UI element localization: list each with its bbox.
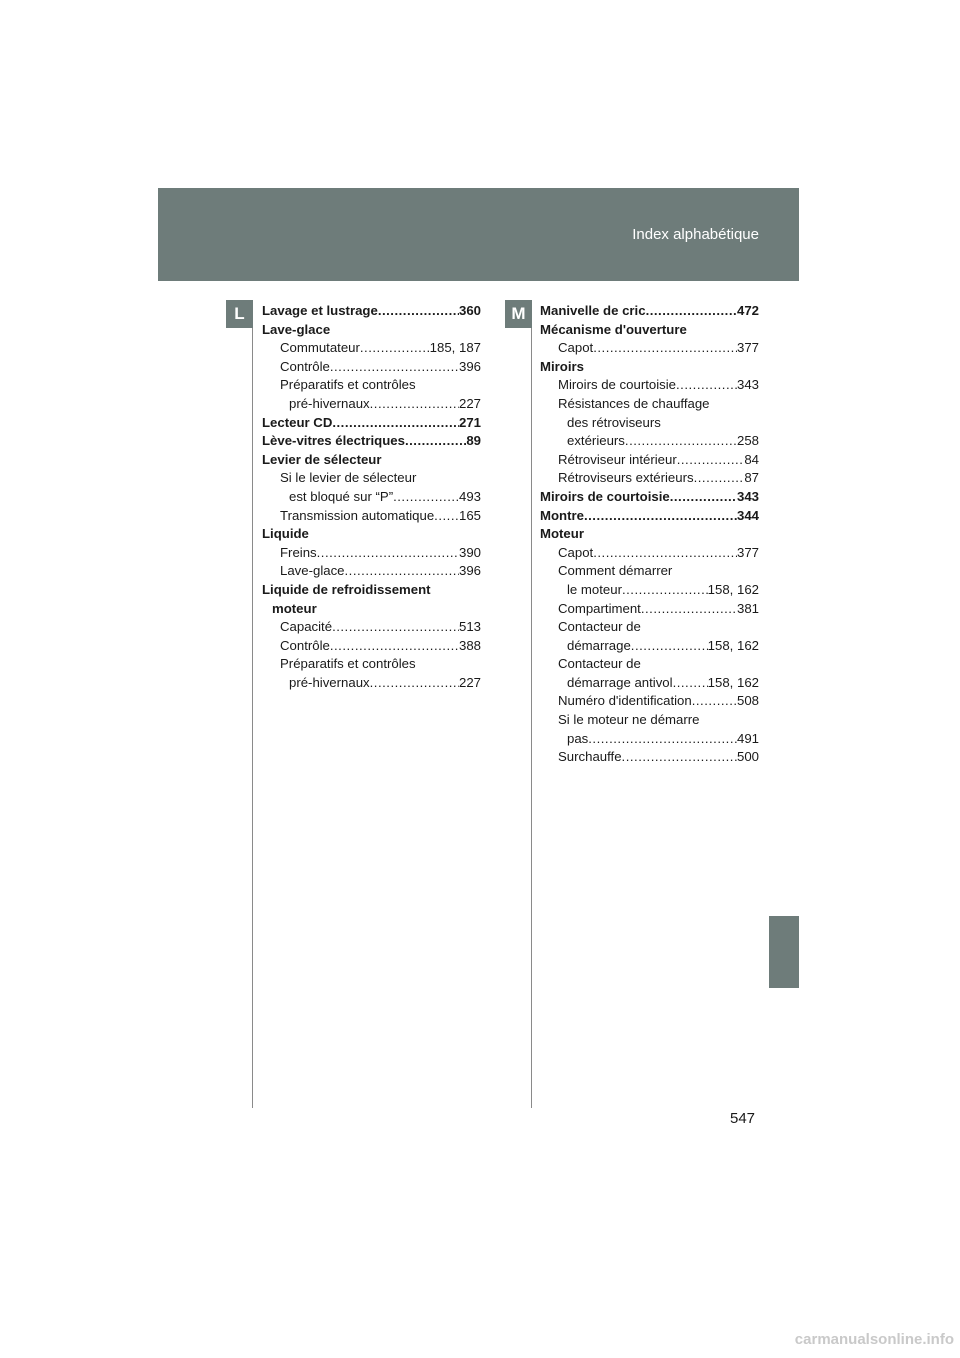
- dot-leader: [593, 340, 737, 355]
- index-entry: [262, 526, 481, 545]
- page-number: 547: [730, 1110, 756, 1127]
- index-entry: [262, 563, 481, 582]
- index-entry: [262, 322, 481, 341]
- index-entry-label: Contacteur de: [558, 619, 641, 635]
- index-entry: [262, 433, 481, 452]
- index-entry: [540, 675, 759, 694]
- dot-leader: [588, 731, 737, 746]
- index-entry-label: Manivelle de cric: [540, 303, 646, 318]
- index-entry-page: 491: [736, 730, 759, 746]
- index-entry: [540, 656, 759, 675]
- index-entry-page: 508: [736, 693, 759, 709]
- index-entry: [540, 545, 759, 564]
- dot-leader: [641, 601, 737, 616]
- index-entry-page: 227: [458, 395, 481, 411]
- index-entry-label: Montre: [540, 507, 584, 523]
- index-entry-page: 227: [458, 674, 481, 690]
- dot-leader: [646, 303, 737, 318]
- dot-leader: [673, 675, 708, 690]
- index-entry: [262, 601, 481, 620]
- index-entry-page: 472: [736, 303, 759, 318]
- index-entry: [540, 526, 759, 545]
- index-entry-page: 89: [466, 433, 481, 449]
- dot-leader: [694, 470, 745, 485]
- index-entry: [262, 470, 481, 489]
- dot-leader: [370, 675, 459, 690]
- index-entry-page: 377: [736, 544, 759, 560]
- index-entry-page: 158, 162: [707, 674, 759, 690]
- index-entry-label: extérieurs: [567, 433, 625, 449]
- dot-leader: [393, 489, 459, 504]
- index-entry-label: Transmission automatique: [280, 507, 435, 523]
- right-column-rule: [531, 300, 532, 1108]
- index-entry-page: 381: [736, 600, 759, 616]
- index-entry-page: 165: [458, 507, 481, 523]
- index-entry-page: 377: [736, 340, 759, 356]
- index-entry: [262, 415, 481, 434]
- index-entry: [540, 303, 759, 322]
- dot-leader: [584, 508, 737, 523]
- index-entry-label: Liquide de refroidissement: [262, 581, 431, 597]
- page-header: [158, 188, 799, 281]
- index-entry-page: 158, 162: [707, 581, 759, 597]
- index-entry: [540, 601, 759, 620]
- index-entry-page: 513: [458, 619, 481, 635]
- left-column-rule: [252, 300, 253, 1108]
- index-entry-label: Miroirs de courtoisie: [540, 488, 670, 504]
- index-entry-label: Contacteur de: [558, 656, 641, 672]
- index-entry: [262, 545, 481, 564]
- index-entry-label: Rétroviseur intérieur: [558, 451, 677, 467]
- index-entry-page: 158, 162: [707, 637, 759, 653]
- index-entry-page: 396: [458, 358, 481, 374]
- index-entry: [262, 489, 481, 508]
- index-entry-label: Si le levier de sélecteur: [280, 470, 417, 486]
- index-entry: [262, 396, 481, 415]
- index-entry: [262, 452, 481, 471]
- index-entry-label: des rétroviseurs: [567, 414, 661, 430]
- dot-leader: [625, 433, 737, 448]
- index-entry-label: Si le moteur ne démarre: [558, 712, 700, 728]
- index-entry: [262, 508, 481, 527]
- index-entry: [540, 638, 759, 657]
- index-entry-page: 360: [458, 303, 481, 318]
- index-entry-label: Comment démarrer: [558, 563, 673, 579]
- index-column-right: [540, 303, 759, 768]
- index-entry-label: Rétroviseurs extérieurs: [558, 470, 694, 486]
- index-entry-label: Capot: [558, 340, 594, 356]
- index-entry-label: démarrage antivol: [567, 674, 673, 690]
- index-entry: [262, 675, 481, 694]
- index-entry: [540, 619, 759, 638]
- index-entry-label: Commutateur: [280, 340, 360, 356]
- index-entry: [540, 563, 759, 582]
- dot-leader: [370, 396, 459, 411]
- index-entry-label: Lecteur CD: [262, 414, 333, 430]
- index-entry: [540, 359, 759, 378]
- index-entry-label: moteur: [272, 600, 317, 616]
- index-entry-page: 493: [458, 488, 481, 504]
- index-entry: [540, 731, 759, 750]
- index-entry-label: Mécanisme d'ouverture: [540, 321, 687, 337]
- index-entry-label: Lavage et lustrage: [262, 303, 378, 318]
- dot-leader: [676, 377, 737, 392]
- index-entry: [540, 433, 759, 452]
- dot-leader: [378, 303, 459, 318]
- index-entry-label: Surchauffe: [558, 749, 622, 765]
- index-entry-label: Capot: [558, 544, 594, 560]
- index-entry: [540, 322, 759, 341]
- index-entry-page: 258: [736, 433, 759, 449]
- dot-leader: [692, 693, 737, 708]
- index-entry-page: 84: [744, 451, 759, 467]
- index-entry: [262, 582, 481, 601]
- index-entry: [262, 656, 481, 675]
- index-entry: [540, 452, 759, 471]
- section-letter-m: M: [505, 300, 532, 328]
- dot-leader: [360, 340, 430, 355]
- dot-leader: [631, 638, 708, 653]
- index-entry-label: Résistances de chauffage: [558, 395, 710, 411]
- index-entry: [540, 749, 759, 768]
- index-entry-page: 500: [736, 749, 759, 765]
- section-tab: [769, 916, 799, 988]
- index-entry-label: Lave-glace: [280, 563, 345, 579]
- index-entry-label: Contrôle: [280, 637, 330, 653]
- index-entry-page: 344: [736, 507, 759, 523]
- section-letter-l: L: [226, 300, 253, 328]
- index-entry: [540, 489, 759, 508]
- index-entry-label: Miroirs: [540, 358, 584, 374]
- index-entry: [540, 470, 759, 489]
- index-entry: [262, 638, 481, 657]
- index-entry: [540, 340, 759, 359]
- index-entry-label: Numéro d'identification: [558, 693, 692, 709]
- dot-leader: [593, 545, 737, 560]
- index-entry: [540, 377, 759, 396]
- index-entry: [540, 693, 759, 712]
- index-entry-label: Préparatifs et contrôles: [280, 377, 416, 393]
- index-entry-label: Compartiment: [558, 600, 641, 616]
- index-entry: [540, 508, 759, 527]
- index-entry-label: pré-hivernaux: [289, 395, 370, 411]
- index-entry: [540, 415, 759, 434]
- index-entry: [540, 396, 759, 415]
- index-entry: [262, 377, 481, 396]
- index-entry-label: Lève-vitres électriques: [262, 433, 405, 449]
- index-entry-label: est bloqué sur “P”: [289, 488, 394, 504]
- index-entry-page: 396: [458, 563, 481, 579]
- index-entry-label: Moteur: [540, 526, 584, 542]
- index-entry-label: Freins: [280, 544, 317, 560]
- index-entry: [262, 619, 481, 638]
- dot-leader: [330, 638, 459, 653]
- index-entry-label: Lave-glace: [262, 321, 331, 337]
- dot-leader: [434, 508, 459, 523]
- index-entry-label: démarrage: [567, 637, 631, 653]
- index-entry-page: 343: [736, 488, 759, 504]
- dot-leader: [670, 489, 737, 504]
- dot-leader: [677, 452, 745, 467]
- dot-leader: [332, 415, 459, 430]
- index-entry: [262, 303, 481, 322]
- dot-leader: [405, 433, 466, 448]
- index-entry-label: le moteur: [567, 581, 622, 597]
- index-entry-label: Levier de sélecteur: [262, 451, 382, 467]
- index-column-left: [262, 303, 481, 693]
- index-entry-page: 390: [458, 544, 481, 560]
- index-entry: [262, 340, 481, 359]
- index-entry-page: 343: [736, 377, 759, 393]
- index-entry-label: pas: [567, 730, 589, 746]
- index-entry-label: Capacité: [280, 619, 333, 635]
- watermark: carmanualsonline.info: [794, 1331, 954, 1348]
- index-entry-page: 87: [744, 470, 759, 486]
- index-entry-label: Miroirs de courtoisie: [558, 377, 676, 393]
- index-entry-page: 271: [458, 414, 481, 430]
- index-entry-label: Liquide: [262, 526, 309, 542]
- dot-leader: [317, 545, 459, 560]
- dot-leader: [622, 582, 708, 597]
- index-entry: [540, 582, 759, 601]
- index-entry-page: 388: [458, 637, 481, 653]
- dot-leader: [330, 359, 459, 374]
- header-title: Index alphabétique: [632, 226, 759, 243]
- index-entry-label: pré-hivernaux: [289, 674, 370, 690]
- index-entry-label: Contrôle: [280, 358, 330, 374]
- index-entry-page: 185, 187: [429, 340, 481, 356]
- dot-leader: [345, 563, 459, 578]
- dot-leader: [332, 619, 459, 634]
- index-entry: [262, 359, 481, 378]
- dot-leader: [622, 749, 737, 764]
- index-entry-label: Préparatifs et contrôles: [280, 656, 416, 672]
- index-entry: [540, 712, 759, 731]
